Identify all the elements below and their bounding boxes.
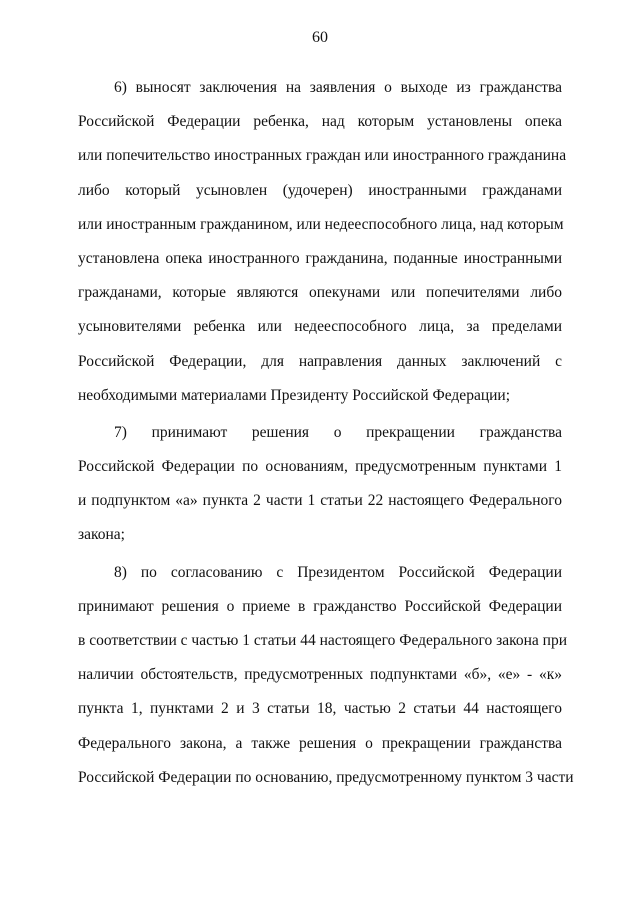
text-line: или иностранным гражданином, или недееспособного лица, над которым — [78, 215, 564, 233]
text-line: Российской Федерации, для направления данных заключений с — [78, 352, 562, 370]
text-line: в соответствии с частью 1 статьи 44 настоящего Федерального закона при — [78, 632, 567, 649]
document-body — [78, 71, 574, 795]
text-line: наличии обстоятельств, предусмотренных подпунктами «б», «е» - «к» — [78, 666, 562, 684]
paragraph-item-6 — [78, 71, 567, 413]
text-line: Российской Федерации по основанию, предусмотренному пунктом 3 части — [78, 768, 574, 786]
text-line: 7) принимают решения о прекращении гражданства — [114, 423, 562, 441]
page-number: 60 — [312, 29, 328, 46]
text-line: пункта 1, пунктами 2 и 3 статьи 18, частью 2 статьи 44 настоящего — [78, 700, 562, 718]
text-line: либо который усыновлен (удочерен) иностранными гражданами — [78, 181, 562, 199]
paragraph-item-8 — [78, 556, 574, 795]
text-line: усыновителями ребенка или недееспособного лица, за пределами — [78, 318, 562, 336]
text-line: Российской Федерации ребенка, над которым установлены опека — [78, 113, 562, 131]
text-line: закона; — [78, 526, 125, 544]
text-line: гражданами, которые являются опекунами или попечителями либо — [78, 284, 562, 302]
text-line: необходимыми материалами Президенту Российской Федерации; — [78, 386, 511, 404]
text-line: 8) по согласованию с Президентом Российской Федерации — [114, 563, 562, 581]
text-line: установлена опека иностранного гражданина, поданные иностранными — [78, 249, 562, 267]
paragraph-item-7 — [78, 416, 562, 553]
text-line: и подпунктом «а» пункта 2 части 1 статьи 22 настоящего Федерального — [78, 492, 562, 510]
text-line: принимают решения о приеме в гражданство Российской Федерации — [78, 597, 562, 615]
text-line: 6) выносят заключения на заявления о выходе из гражданства — [114, 79, 562, 96]
text-line: Российской Федерации по основаниям, предусмотренным пунктами 1 — [78, 458, 562, 476]
text-line: или попечительство иностранных граждан или иностранного гражданина — [78, 147, 567, 165]
text-line: Федерального закона, а также решения о прекращении гражданства — [78, 734, 562, 752]
